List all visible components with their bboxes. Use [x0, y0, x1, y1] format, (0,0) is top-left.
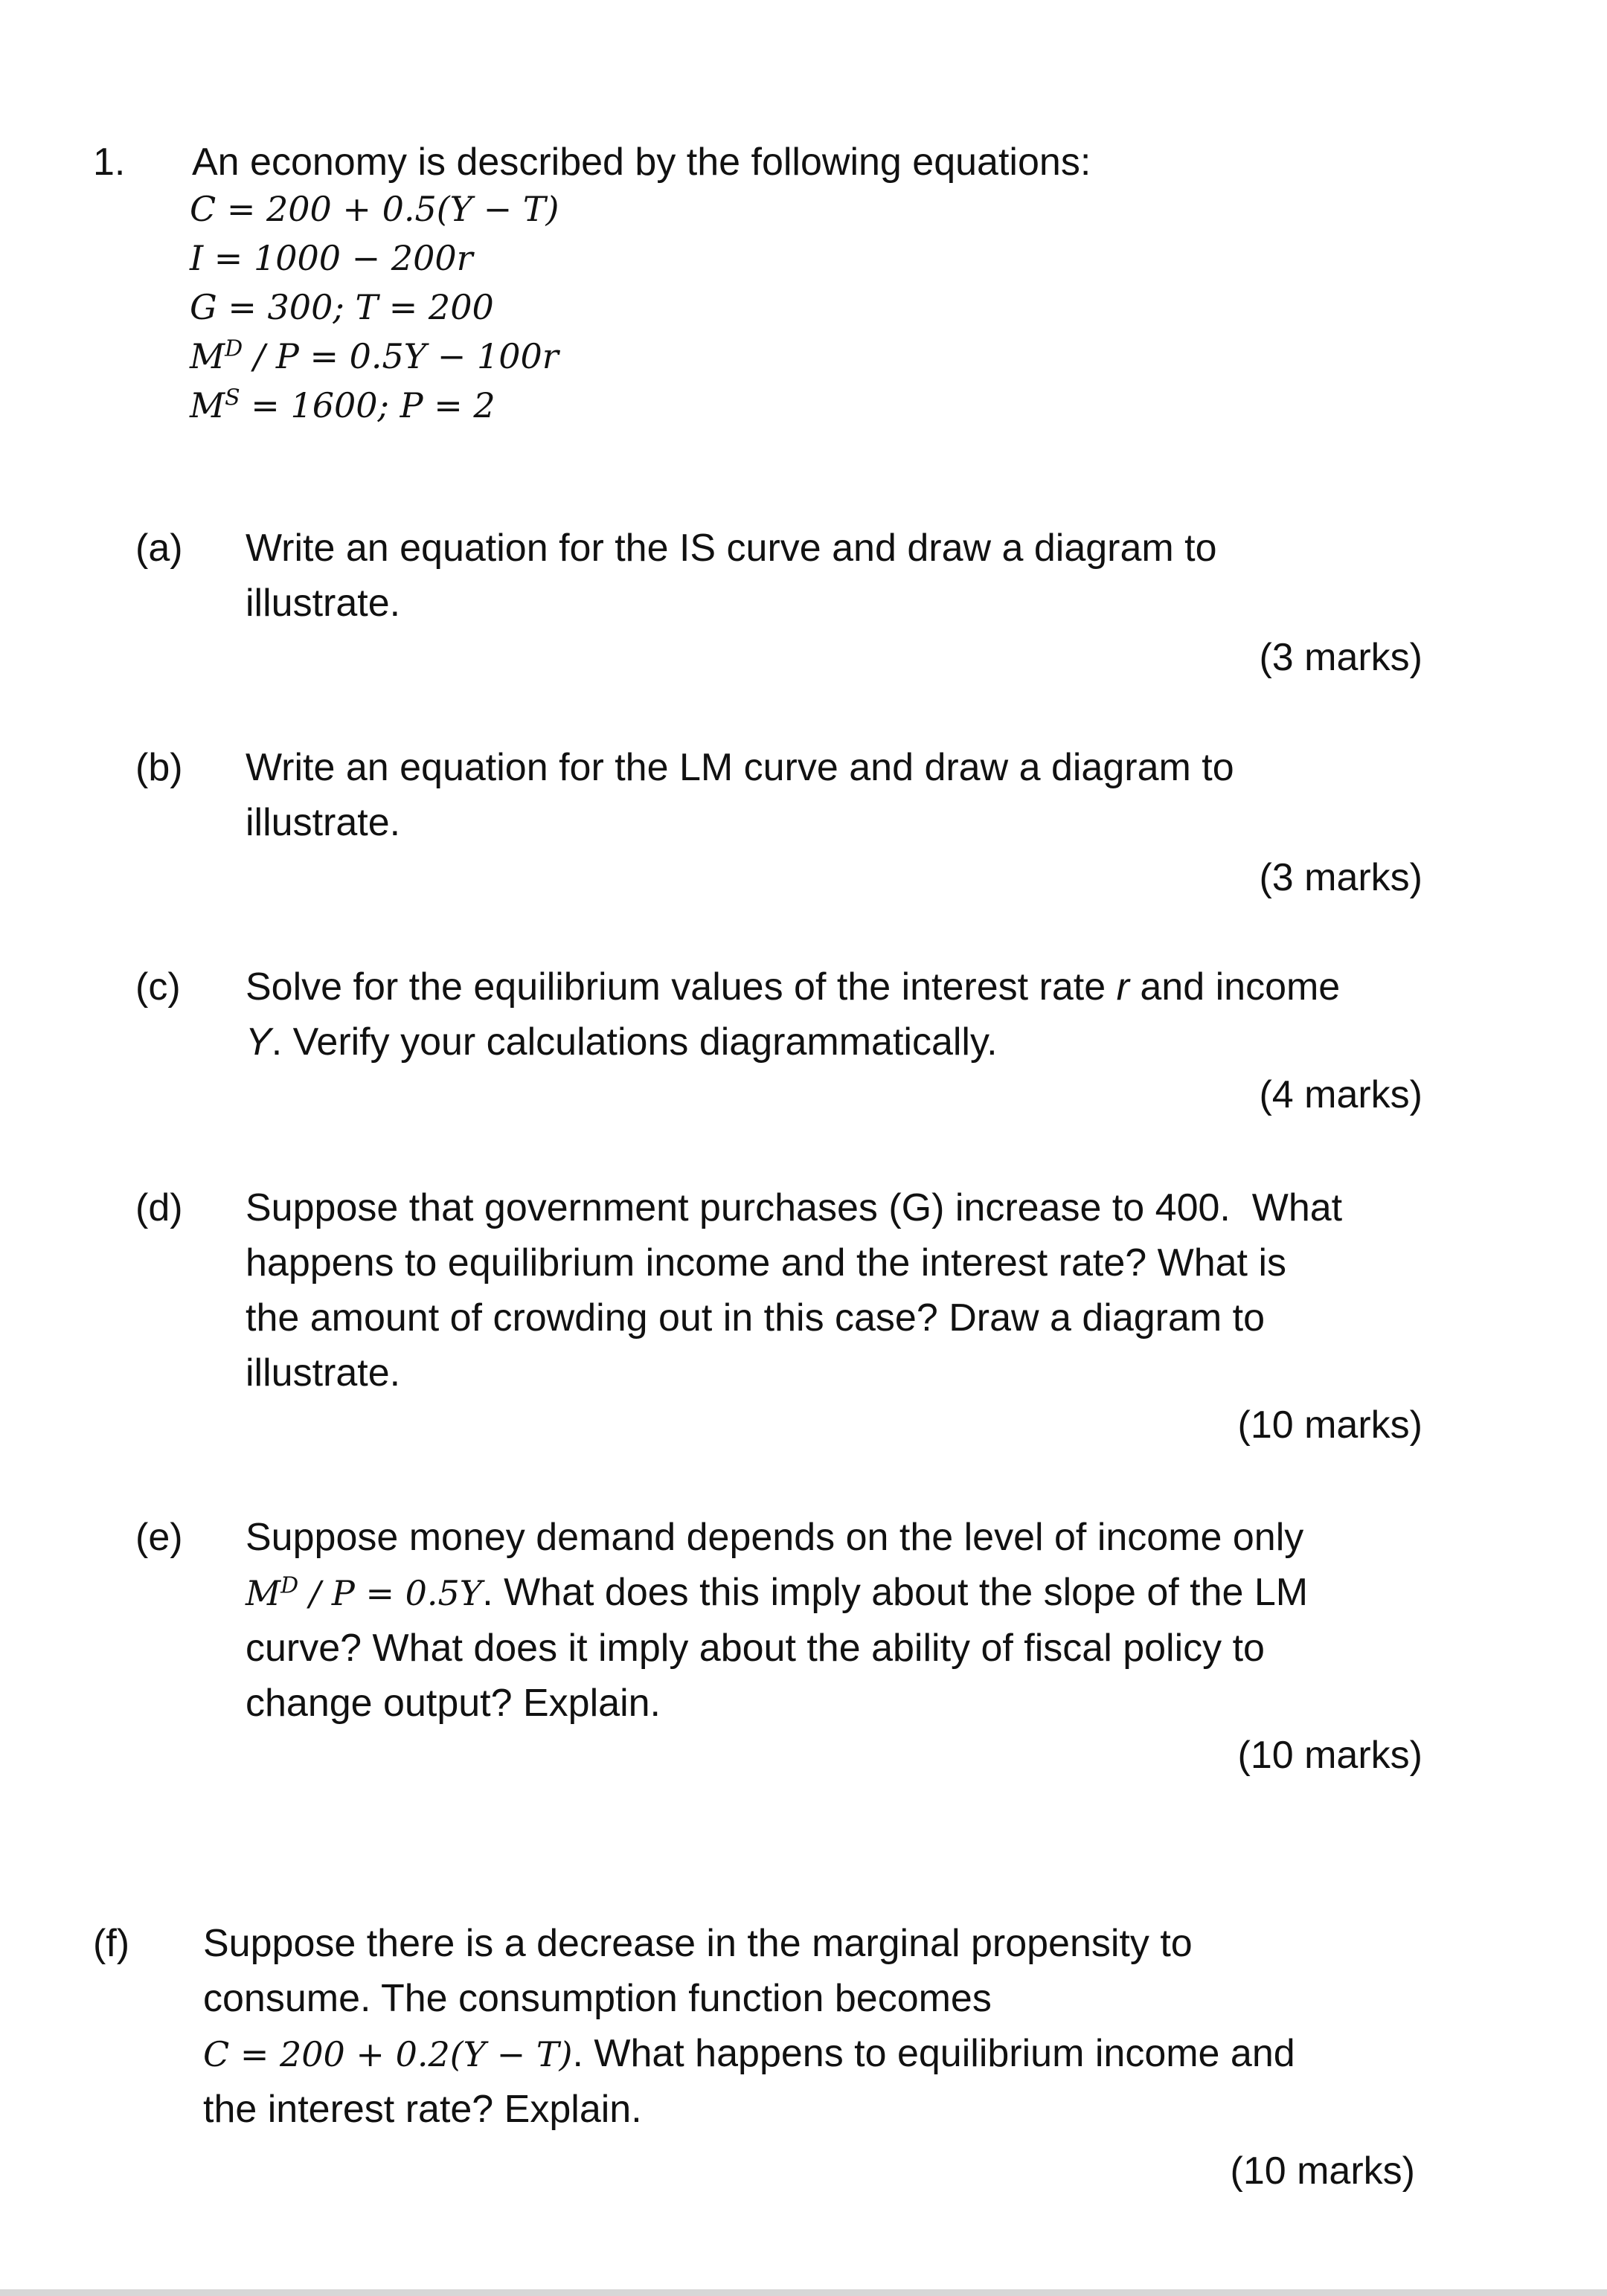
money-supply-rhs: = 1600; P = 2	[240, 385, 495, 425]
part-c-variable-r: r	[1116, 965, 1129, 1009]
part-e-line-4: change output? Explain.	[246, 1682, 661, 1725]
part-a-marks: (3 marks)	[1259, 636, 1422, 679]
part-a	[135, 521, 1475, 640]
equation-money-supply	[190, 381, 559, 430]
part-b-line-1: Write an equation for the LM curve and draw a diagram to	[246, 746, 1234, 789]
equation-consumption: C = 200 + 0.5(Y − T)	[190, 189, 559, 229]
part-f-line-3	[203, 2026, 1468, 2082]
part-f-line-4: the interest rate? Explain.	[203, 2088, 642, 2131]
part-f-line-2: consume. The consumption function becomes	[203, 1977, 992, 2020]
equation-block	[190, 184, 559, 430]
part-e-line-3: curve? What does it imply about the ability of fiscal policy to	[246, 1627, 1265, 1670]
part-e-label: (e)	[135, 1516, 183, 1559]
part-e-money-demand-equation	[246, 1573, 482, 1613]
part-c-line-1	[246, 959, 1495, 1014]
part-e-money-demand-superscript: D	[280, 1572, 299, 1599]
part-f-consumption-equation: C = 200 + 0.2(Y − T)	[203, 2034, 573, 2074]
money-demand-rhs: / P = 0.5Y − 100r	[243, 336, 559, 376]
equation-government-tax: G = 300; T = 200	[190, 287, 494, 327]
question-intro: An economy is described by the following equations:	[192, 141, 1091, 184]
money-supply-superscript: S	[225, 385, 240, 411]
part-f	[93, 1916, 1477, 2147]
part-f-line-1: Suppose there is a decrease in the marginal propensity to	[203, 1922, 1193, 1965]
part-e-marks: (10 marks)	[1237, 1734, 1422, 1777]
part-d-line-3: the amount of crowding out in this case? Draw a diagram to	[246, 1296, 1266, 1340]
part-d-line-1: Suppose that government purchases (G) increase to 400. What	[246, 1186, 1343, 1229]
part-f-marks: (10 marks)	[1230, 2149, 1415, 2193]
money-demand-symbol: M	[190, 336, 225, 376]
part-e-money-demand-rhs: / P = 0.5Y	[298, 1573, 483, 1613]
part-b-text	[246, 740, 1234, 850]
equation-money-demand	[190, 332, 559, 381]
part-f-text	[203, 1916, 1468, 2137]
part-d-marks: (10 marks)	[1237, 1403, 1422, 1447]
part-e-line-2-end: . What does this imply about the slope of the LM	[482, 1571, 1309, 1614]
page-bottom-divider	[0, 2289, 1607, 2296]
part-c-text	[246, 959, 1495, 1070]
part-b-marks: (3 marks)	[1259, 856, 1422, 899]
part-c-line-1-start: Solve for the equilibrium values of the interest rate	[246, 965, 1117, 1009]
money-supply-symbol: M	[190, 385, 225, 425]
part-d-text	[246, 1180, 1495, 1401]
part-a-line-2: illustrate.	[246, 582, 401, 625]
part-c-variable-y: Y	[246, 1020, 272, 1064]
part-c-line-1-end: and income	[1129, 965, 1341, 1009]
part-e-line-1: Suppose money demand depends on the level of income only	[246, 1516, 1304, 1559]
part-b-line-2: illustrate.	[246, 801, 401, 844]
part-e-line-2	[246, 1565, 1495, 1621]
part-f-line-3-end: . What happens to equilibrium income and	[572, 2032, 1295, 2075]
part-e-money-demand-symbol: M	[246, 1573, 281, 1613]
money-demand-superscript: D	[225, 335, 243, 362]
part-d-line-2: happens to equilibrium income and the interest rate? What is	[246, 1241, 1286, 1284]
part-c-label: (c)	[135, 965, 181, 1009]
question-number: 1.	[93, 141, 126, 184]
part-a-text	[246, 521, 1217, 631]
part-c-line-2	[246, 1014, 1495, 1070]
part-d	[135, 1180, 1489, 1403]
part-b	[135, 740, 1475, 859]
part-d-label: (d)	[135, 1186, 183, 1229]
part-a-line-1: Write an equation for the IS curve and draw a diagram to	[246, 527, 1217, 570]
part-c-line-2-end: . Verify your calculations diagrammatically.	[271, 1020, 998, 1064]
part-e	[135, 1510, 1489, 1733]
part-e-text	[246, 1510, 1495, 1731]
part-b-label: (b)	[135, 746, 183, 789]
part-c	[135, 959, 1489, 1078]
equation-investment: I = 1000 − 200r	[190, 238, 473, 278]
part-d-line-4: illustrate.	[246, 1351, 401, 1395]
part-f-label: (f)	[93, 1922, 130, 1965]
part-c-marks: (4 marks)	[1259, 1073, 1422, 1116]
part-a-label: (a)	[135, 527, 183, 570]
